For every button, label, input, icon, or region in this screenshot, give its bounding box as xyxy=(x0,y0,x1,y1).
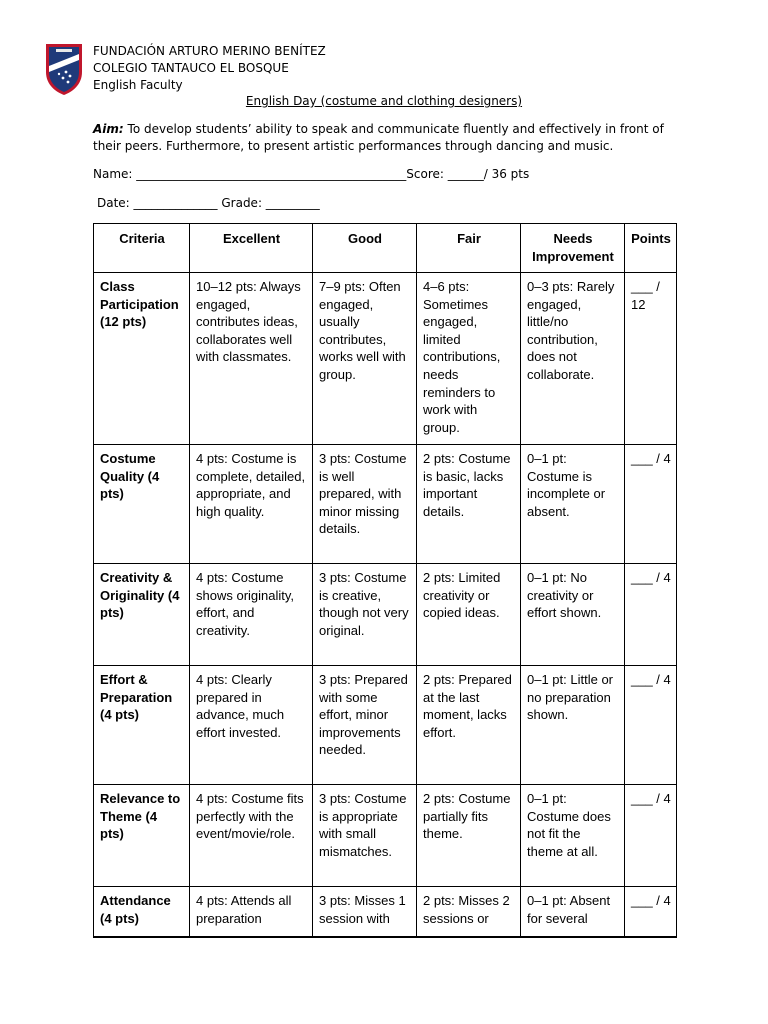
good-cell: 3 pts: Prepared with some effort, minor improvements needed. xyxy=(313,666,417,785)
points-cell[interactable]: ___ / 4 xyxy=(625,564,677,666)
header-fair: Fair xyxy=(417,224,521,273)
criteria-cell: Attendance (4 pts) xyxy=(94,887,190,937)
document-title: English Day (costume and clothing designers) xyxy=(245,94,523,108)
good-cell: 3 pts: Costume is well prepared, with minor missing details. xyxy=(313,445,417,564)
good-cell: 3 pts: Costume is creative, though not very original. xyxy=(313,564,417,666)
school-crest-logo xyxy=(44,42,84,96)
criteria-cell: Creativity & Originality (4 pts) xyxy=(94,564,190,666)
foundation-name: FUNDACIÓN ARTURO MERINO BENÍTEZ xyxy=(93,44,326,58)
table-row xyxy=(94,666,677,785)
points-cell[interactable]: ___ / 4 xyxy=(625,887,677,937)
criteria-cell: Relevance to Theme (4 pts) xyxy=(94,785,190,887)
needs-improvement-cell: 0–1 pt: Costume is incomplete or absent. xyxy=(521,445,625,564)
excellent-cell: 4 pts: Costume is complete, detailed, appropriate, and high quality. xyxy=(190,445,313,564)
header-points: Points xyxy=(625,224,677,273)
fair-cell: 2 pts: Costume is basic, lacks important details. xyxy=(417,445,521,564)
points-cell[interactable]: ___ / 4 xyxy=(625,785,677,887)
header-good: Good xyxy=(313,224,417,273)
fair-cell: 2 pts: Misses 2 sessions or xyxy=(417,887,521,937)
school-header xyxy=(93,43,326,94)
criteria-cell: Costume Quality (4 pts) xyxy=(94,445,190,564)
needs-improvement-cell: 0–1 pt: No creativity or effort shown. xyxy=(521,564,625,666)
table-row xyxy=(94,273,677,445)
faculty-name: English Faculty xyxy=(93,78,183,92)
table-row xyxy=(94,785,677,887)
aim-paragraph xyxy=(93,121,683,155)
points-cell[interactable]: ___ / 12 xyxy=(625,273,677,445)
excellent-cell: 4 pts: Costume fits perfectly with the event/movie/role. xyxy=(190,785,313,887)
table-header-row xyxy=(94,224,677,273)
excellent-cell: 4 pts: Costume shows originality, effort, and creativity. xyxy=(190,564,313,666)
good-cell: 3 pts: Costume is appropriate with small mismatches. xyxy=(313,785,417,887)
table-row xyxy=(94,887,677,937)
needs-improvement-cell: 0–3 pts: Rarely engaged, little/no contribution, does not collaborate. xyxy=(521,273,625,445)
needs-improvement-cell: 0–1 pt: Absent for several xyxy=(521,887,625,937)
table-row xyxy=(94,564,677,666)
header-criteria: Criteria xyxy=(94,224,190,273)
aim-text: To develop students’ ability to speak and communicate fluently and effectively in front of their peers. Furthermore, to present artistic performances through dancing and music. xyxy=(93,122,664,153)
school-name: COLEGIO TANTAUCO EL BOSQUE xyxy=(93,61,289,75)
table-row xyxy=(94,445,677,564)
needs-improvement-cell: 0–1 pt: Costume does not fit the theme at all. xyxy=(521,785,625,887)
rubric-table xyxy=(93,223,677,938)
excellent-cell: 4 pts: Attends all preparation xyxy=(190,887,313,937)
date-grade-line: Date: ______________ Grade: _________ xyxy=(97,196,320,210)
fair-cell: 4–6 pts: Sometimes engaged, limited contributions, needs reminders to work with group. xyxy=(417,273,521,445)
name-score-line: Name: _____________________________________________Score: ______/ 36 pts xyxy=(93,167,530,181)
points-cell[interactable]: ___ / 4 xyxy=(625,666,677,785)
good-cell: 7–9 pts: Often engaged, usually contributes, works well with group. xyxy=(313,273,417,445)
excellent-cell: 4 pts: Clearly prepared in advance, much effort invested. xyxy=(190,666,313,785)
excellent-cell: 10–12 pts: Always engaged, contributes ideas, collaborates well with classmates. xyxy=(190,273,313,445)
header-needs-improvement: Needs Improvement xyxy=(521,224,625,273)
fair-cell: 2 pts: Costume partially fits theme. xyxy=(417,785,521,887)
header-excellent: Excellent xyxy=(190,224,313,273)
fair-cell: 2 pts: Limited creativity or copied ideas. xyxy=(417,564,521,666)
points-cell[interactable]: ___ / 4 xyxy=(625,445,677,564)
criteria-cell: Class Participation (12 pts) xyxy=(94,273,190,445)
criteria-cell: Effort & Preparation (4 pts) xyxy=(94,666,190,785)
fair-cell: 2 pts: Prepared at the last moment, lacks effort. xyxy=(417,666,521,785)
good-cell: 3 pts: Misses 1 session with xyxy=(313,887,417,937)
aim-label: Aim: xyxy=(93,122,124,136)
needs-improvement-cell: 0–1 pt: Little or no preparation shown. xyxy=(521,666,625,785)
